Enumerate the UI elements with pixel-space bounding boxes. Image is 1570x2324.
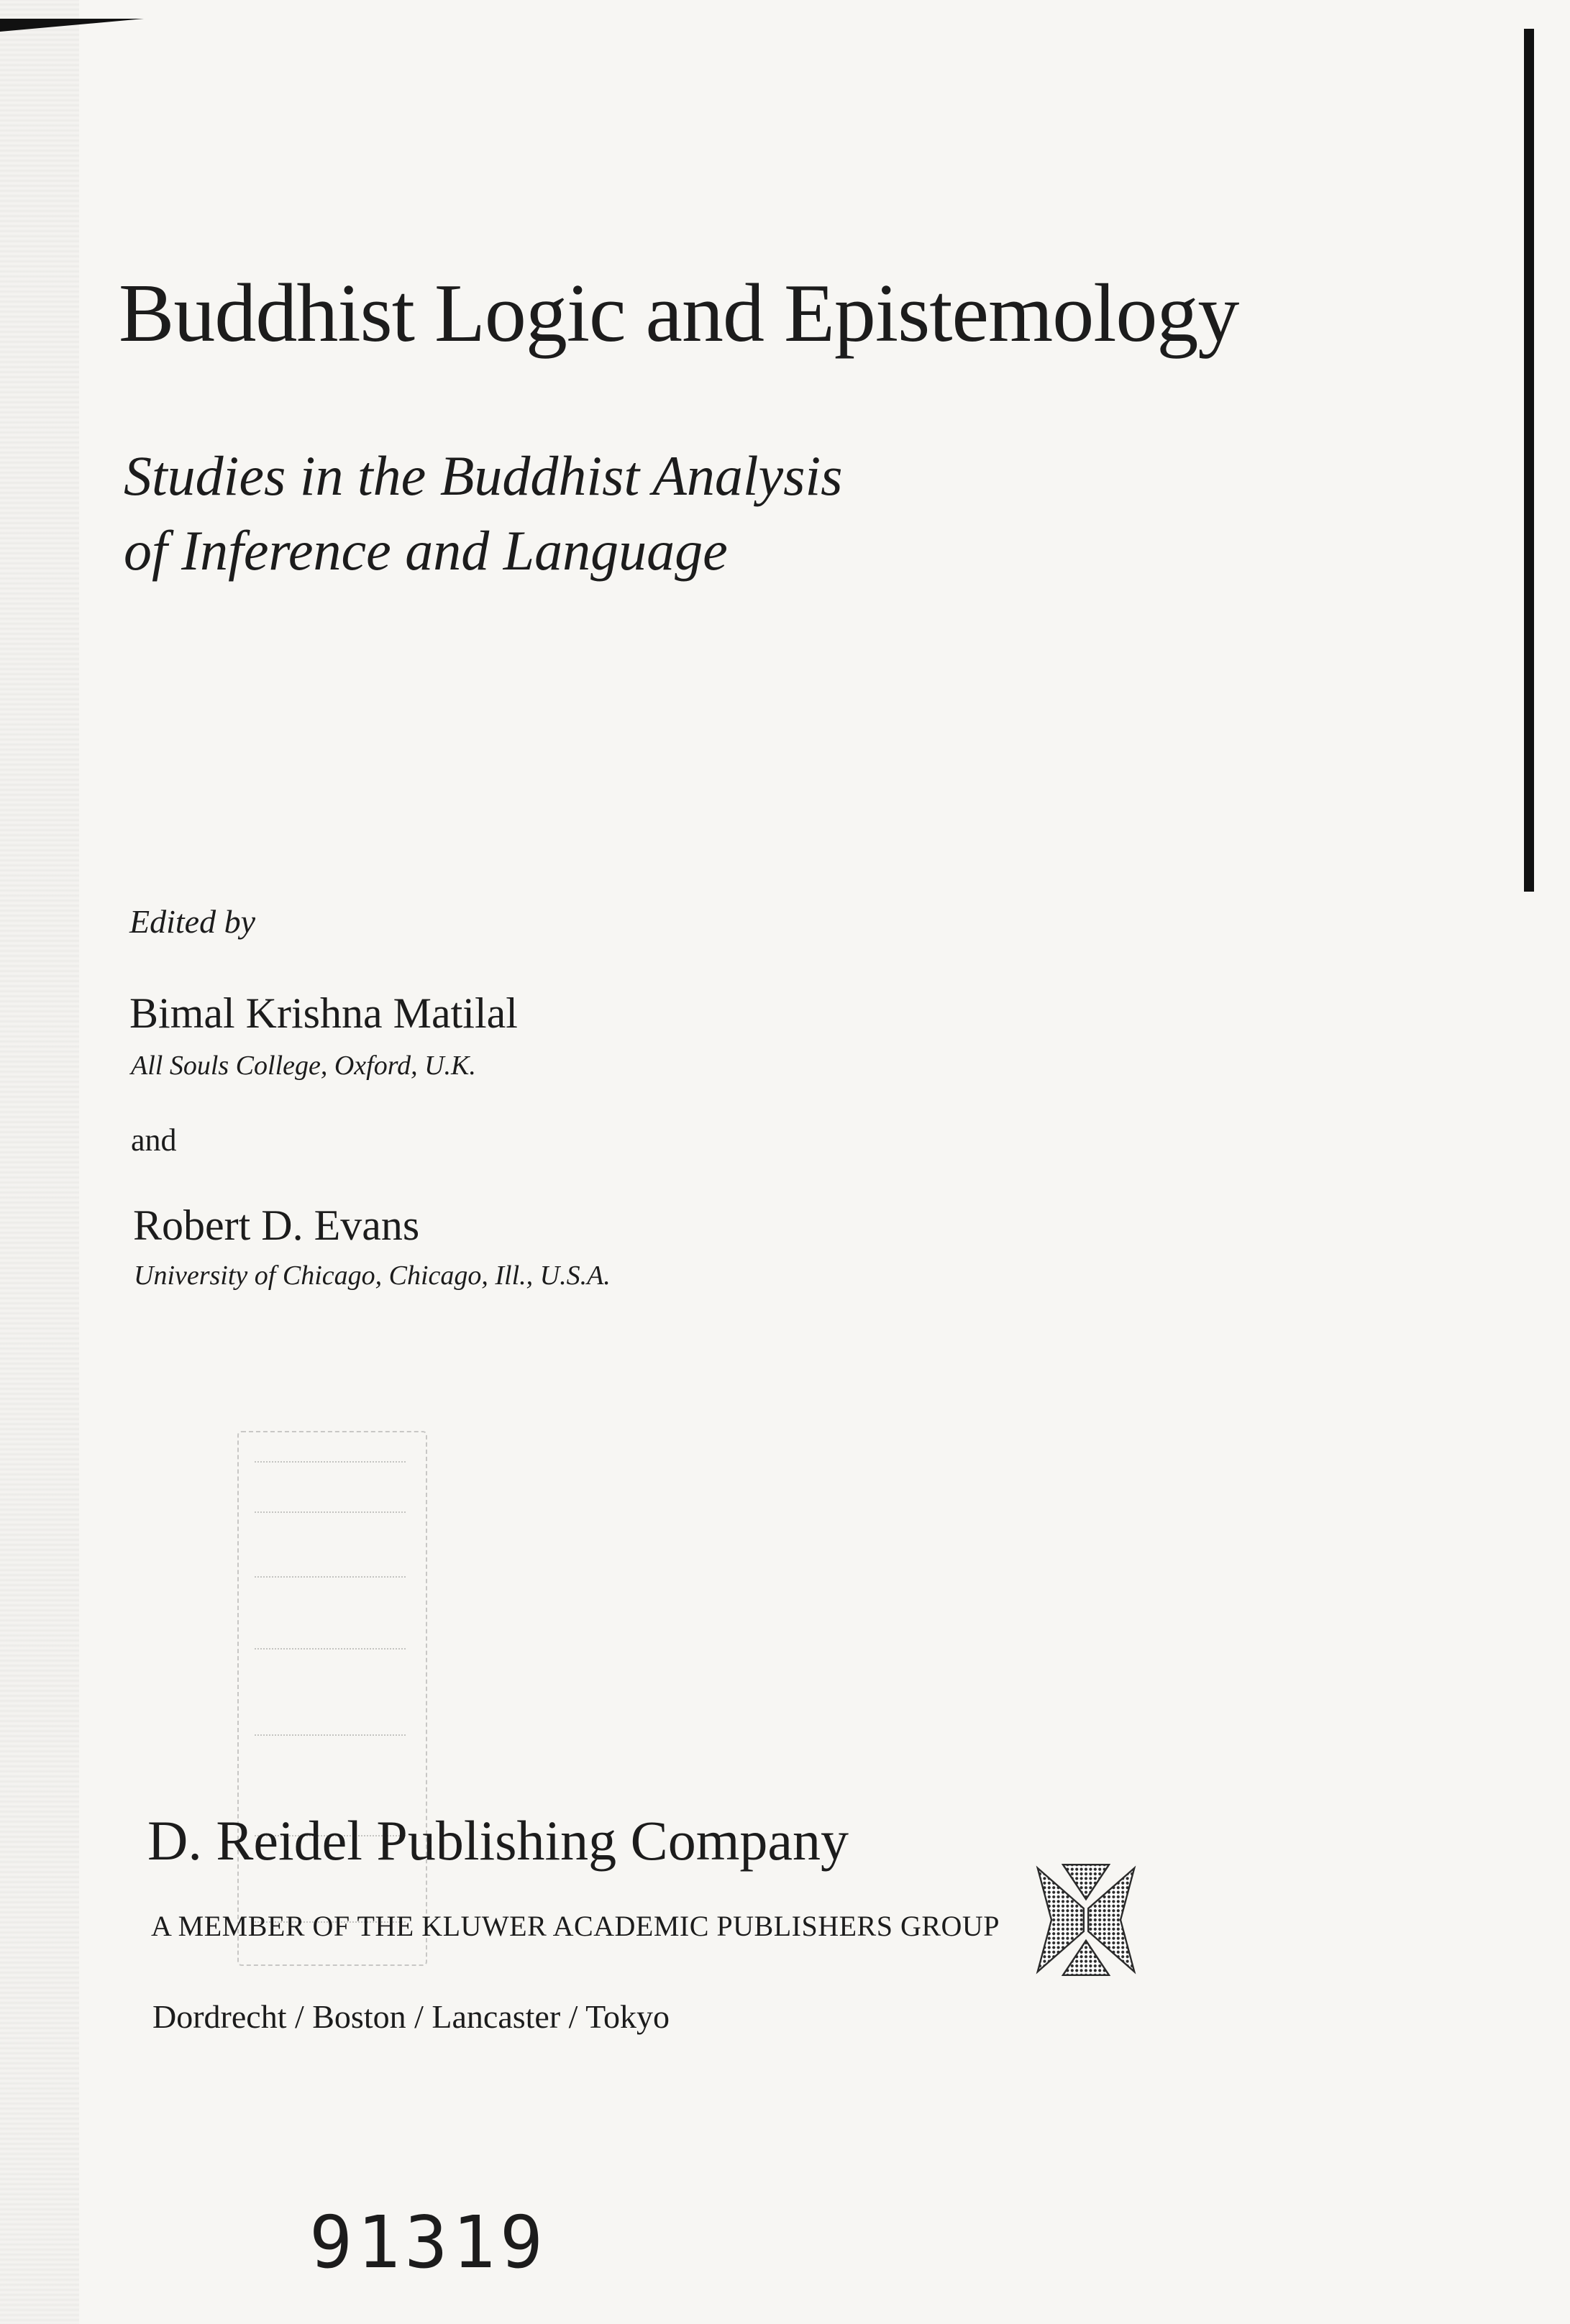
stamp-line bbox=[255, 1511, 406, 1515]
scan-edge-bar-right bbox=[1524, 29, 1534, 892]
stamp-line bbox=[255, 1648, 406, 1652]
conjunction-and: and bbox=[131, 1122, 177, 1158]
faded-library-stamp bbox=[237, 1431, 427, 1966]
book-title: Buddhist Logic and Epistemology bbox=[119, 267, 1239, 360]
subtitle-line-2: of Inference and Language bbox=[124, 519, 728, 582]
editor-1-name: Bimal Krishna Matilal bbox=[129, 989, 518, 1037]
editor-1-affiliation: All Souls College, Oxford, U.K. bbox=[131, 1051, 476, 1081]
publisher-name: D. Reidel Publishing Company bbox=[147, 1809, 849, 1872]
publisher-group: A MEMBER OF THE KLUWER ACADEMIC PUBLISHERS GROUP bbox=[151, 1910, 1000, 1942]
kluwer-logo-icon bbox=[1028, 1862, 1144, 1977]
stamp-line bbox=[255, 1734, 406, 1738]
editor-2-name: Robert D. Evans bbox=[133, 1202, 420, 1249]
stamp-line bbox=[255, 1461, 406, 1465]
book-subtitle bbox=[124, 439, 843, 588]
publisher-cities: Dordrecht / Boston / Lancaster / Tokyo bbox=[152, 1998, 670, 2035]
scan-shadow-left bbox=[0, 0, 79, 2324]
edited-by-label: Edited by bbox=[129, 903, 255, 940]
subtitle-line-1: Studies in the Buddhist Analysis bbox=[124, 444, 843, 507]
accession-number: 91319 bbox=[309, 2200, 548, 2284]
editor-2-affiliation: University of Chicago, Chicago, Ill., U.S.A. bbox=[134, 1261, 611, 1291]
stamp-line bbox=[255, 1576, 406, 1580]
